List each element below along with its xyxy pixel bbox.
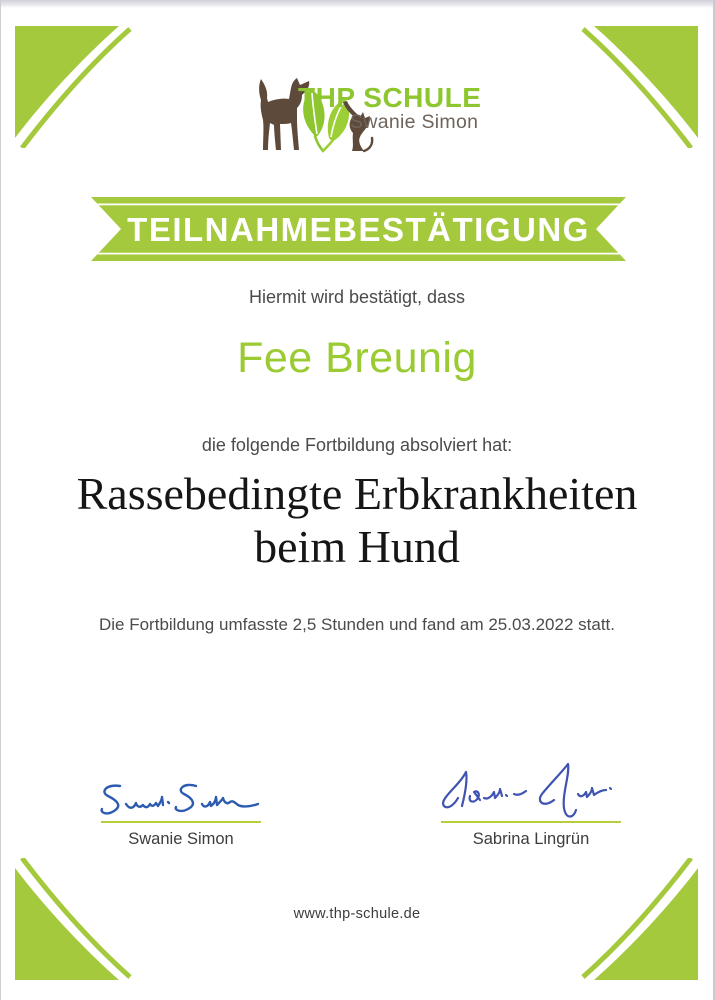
logo-subtitle: Swanie Simon: [350, 111, 479, 133]
banner-title: TEILNAHMEBESTÄTIGUNG: [127, 211, 590, 248]
course-details-text: Die Fortbildung umfasste 2,5 Stunden und fand am 25.03.2022 statt.: [98, 615, 615, 634]
signature-underline-left: [101, 821, 261, 823]
lead-text: die folgende Fortbildung absolviert hat:: [201, 435, 513, 455]
signature-name-right: Sabrina Lingrün: [472, 830, 590, 848]
signature-underline-right: [441, 821, 621, 823]
website-text: www.thp-schule.de: [293, 906, 421, 922]
ribbon-banner: [91, 197, 626, 261]
course-title-line2: beim Hund: [254, 520, 460, 572]
logo-title: THP SCHULE: [298, 82, 482, 113]
signature-section: [1, 740, 713, 910]
intro-text: Hiermit wird bestätigt, dass: [248, 287, 466, 307]
course-title: [1, 468, 713, 574]
swanie-simon-signature: [96, 778, 266, 824]
sabrina-lingruen-signature: [436, 760, 626, 830]
signature-name-left: Swanie Simon: [128, 830, 234, 848]
participant-name: Fee Breunig: [237, 334, 477, 382]
page-top-edge: [1, 0, 713, 8]
logo: [1, 74, 713, 164]
course-title-line1: Rassebedingte Erbkrankheiten: [76, 468, 638, 519]
